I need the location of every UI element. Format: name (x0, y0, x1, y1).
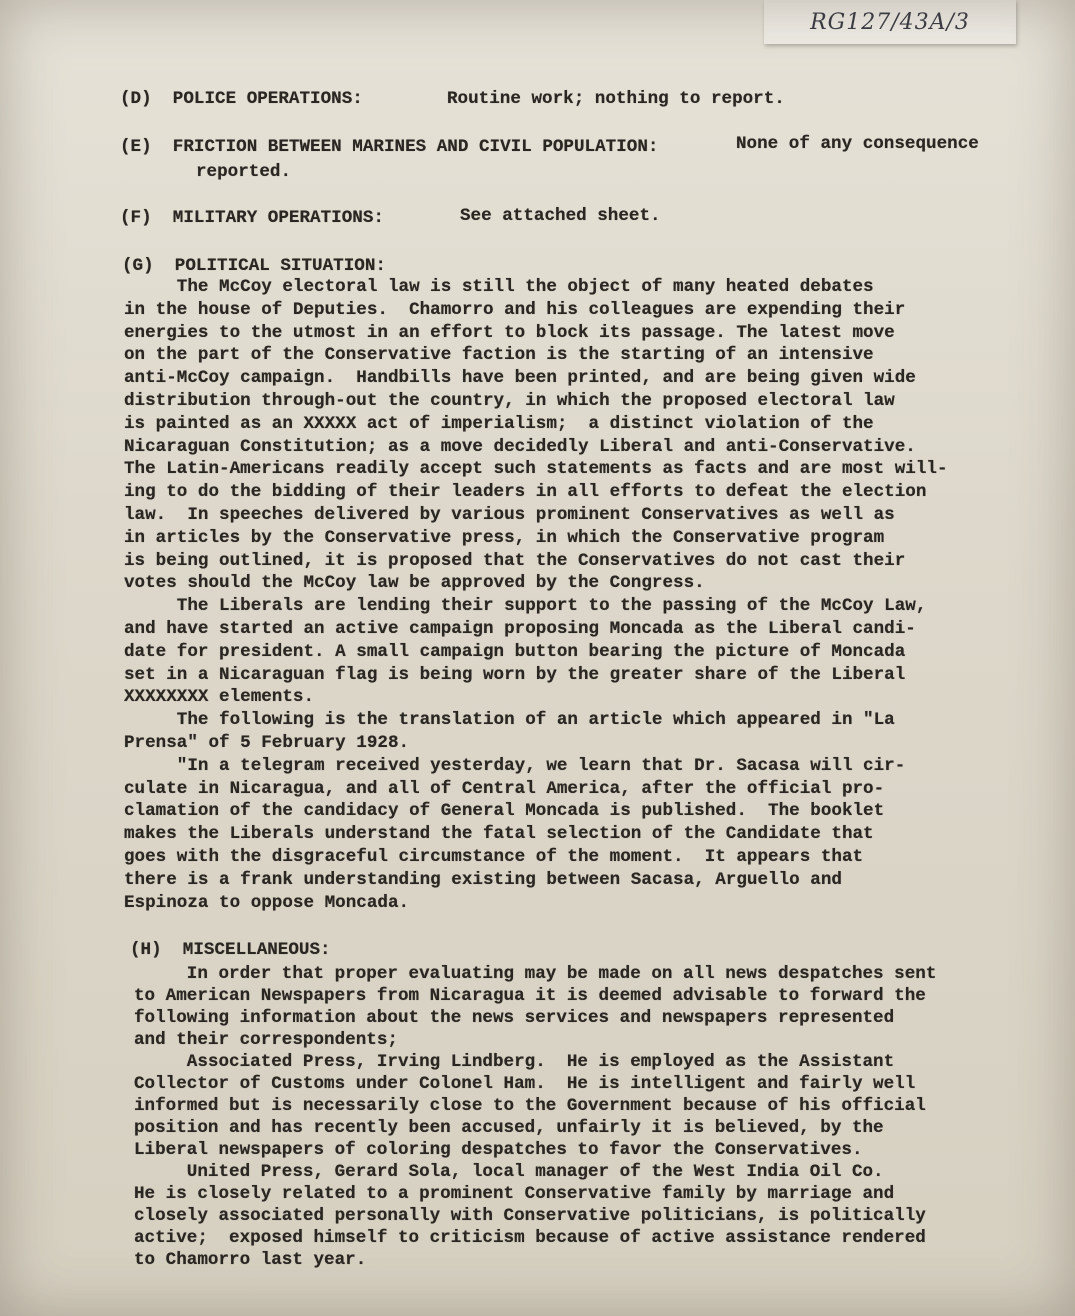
section-g-text-line: energies to the utmost in an effort to block its passage. The latest move (124, 322, 895, 343)
section-g-text-line: clamation of the candidacy of General Moncada is published. The booklet (124, 801, 885, 822)
section-h-text-line: United Press, Gerard Sola, local manager of the West India Oil Co. (134, 1162, 884, 1182)
section-h-text-line: closely associated personally with Conservative politicians, is politically (134, 1206, 926, 1226)
section-h-text-line: to Chamorro last year. (134, 1250, 367, 1270)
section-g-text-line: The McCoy electoral law is still the object of many heated debates (124, 277, 874, 297)
section-h-text-line: active; exposed himself to criticism because of active assistance rendered (134, 1228, 926, 1248)
section-g-text-line: date for president. A small campaign button bearing the picture of Moncada (124, 641, 906, 662)
archive-label: RG127/43A/3 (764, 0, 1016, 44)
section-g-text-line: makes the Liberals understand the fatal selection of the Candidate that (124, 824, 874, 845)
section-d-text: Routine work; nothing to report. (447, 89, 785, 109)
section-g-heading: (G) POLITICAL SITUATION: (122, 256, 386, 276)
section-g-text-line: law. In speeches delivered by various prominent Conservatives as well as (124, 505, 895, 525)
section-h-text-line: informed but is necessarily close to the Government because of his official (134, 1096, 926, 1116)
section-g-text-line: in articles by the Conservative press, in which the Conservative program (124, 527, 885, 548)
section-g-text-line: Espinoza to oppose Moncada. (124, 892, 410, 913)
section-e-heading: (E) FRICTION BETWEEN MARINES AND CIVIL POPULATION: (120, 137, 659, 157)
section-f-text: See attached sheet. (460, 206, 661, 226)
section-g-text-line: XXXXXXXX elements. (124, 687, 315, 708)
section-g-text-line: The Liberals are lending their support to the passing of the McCoy Law, (124, 596, 927, 617)
section-h-text-line: Liberal newspapers of coloring despatches to favor the Conservatives. (134, 1140, 863, 1160)
section-h-text-line: position and has recently been accused, unfairly it is believed, by the (134, 1118, 884, 1138)
section-g-text-line: Prensa" of 5 February 1928. (124, 733, 410, 753)
section-h-text-line: He is closely related to a prominent Conservative family by marriage and (134, 1184, 895, 1204)
section-g-text-line: distribution through-out the country, in which the proposed electoral law (124, 391, 895, 411)
section-g-text-line: in the house of Deputies. Chamorro and his colleagues are expending their (124, 299, 906, 320)
section-g-text-line: goes with the disgraceful circumstance of the moment. It appears that (124, 847, 864, 867)
section-g-text-line: is being outlined, it is proposed that the Conservatives do not cast their (124, 550, 906, 571)
section-g-text-line: anti-McCoy campaign. Handbills have been printed, and are being given wide (124, 368, 916, 389)
section-h-text-line: Associated Press, Irving Lindberg. He is employed as the Assistant (134, 1052, 895, 1072)
section-g-text-line: votes should the McCoy law be approved by the Congress. (124, 573, 705, 594)
section-g-text-line: The Latin-Americans readily accept such statements as facts and are most will- (124, 459, 948, 480)
section-d-heading: (D) POLICE OPERATIONS: (120, 89, 363, 109)
section-h-text-line: to American Newspapers from Nicaragua it is deemed advisable to forward the (134, 986, 926, 1006)
section-h-text-line: and their correspondents; (134, 1030, 398, 1050)
section-g-text-line: is painted as an XXXXX act of imperialism; a distinct violation of the (124, 413, 874, 434)
section-g-text-line: Nicaraguan Constitution; as a move decidedly Liberal and anti-Conservative. (124, 436, 916, 457)
section-g-text-line: The following is the translation of an article which appeared in "La (124, 710, 895, 731)
section-h-text-line: Collector of Customs under Colonel Ham. He is intelligent and fairly well (134, 1074, 916, 1094)
section-h-text-line: following information about the news services and newspapers represented (134, 1008, 895, 1028)
section-e-text-2: reported. (196, 162, 292, 182)
section-g-text-line: culate in Nicaragua, and all of Central America, after the official pro- (124, 778, 885, 799)
section-e-text-1: None of any consequence (736, 134, 979, 154)
section-g-text-line: on the part of the Conservative faction is the starting of an intensive (124, 345, 874, 366)
section-g-text-line: set in a Nicaraguan flag is being worn by the greater share of the Liberal (124, 664, 906, 685)
section-h-text-line: In order that proper evaluating may be made on all news despatches sent (134, 964, 937, 984)
section-g-text-line: "In a telegram received yesterday, we learn that Dr. Sacasa will cir- (124, 755, 906, 776)
section-g-text-line: and have started an active campaign proposing Moncada as the Liberal candi- (124, 619, 916, 639)
section-f-heading: (F) MILITARY OPERATIONS: (120, 208, 384, 228)
section-g-text-line: there is a frank understanding existing between Sacasa, Arguello and (124, 869, 842, 890)
section-h-heading: (H) MISCELLANEOUS: (130, 940, 331, 960)
section-g-text-line: ing to do the bidding of their leaders in all efforts to defeat the election (124, 482, 927, 503)
